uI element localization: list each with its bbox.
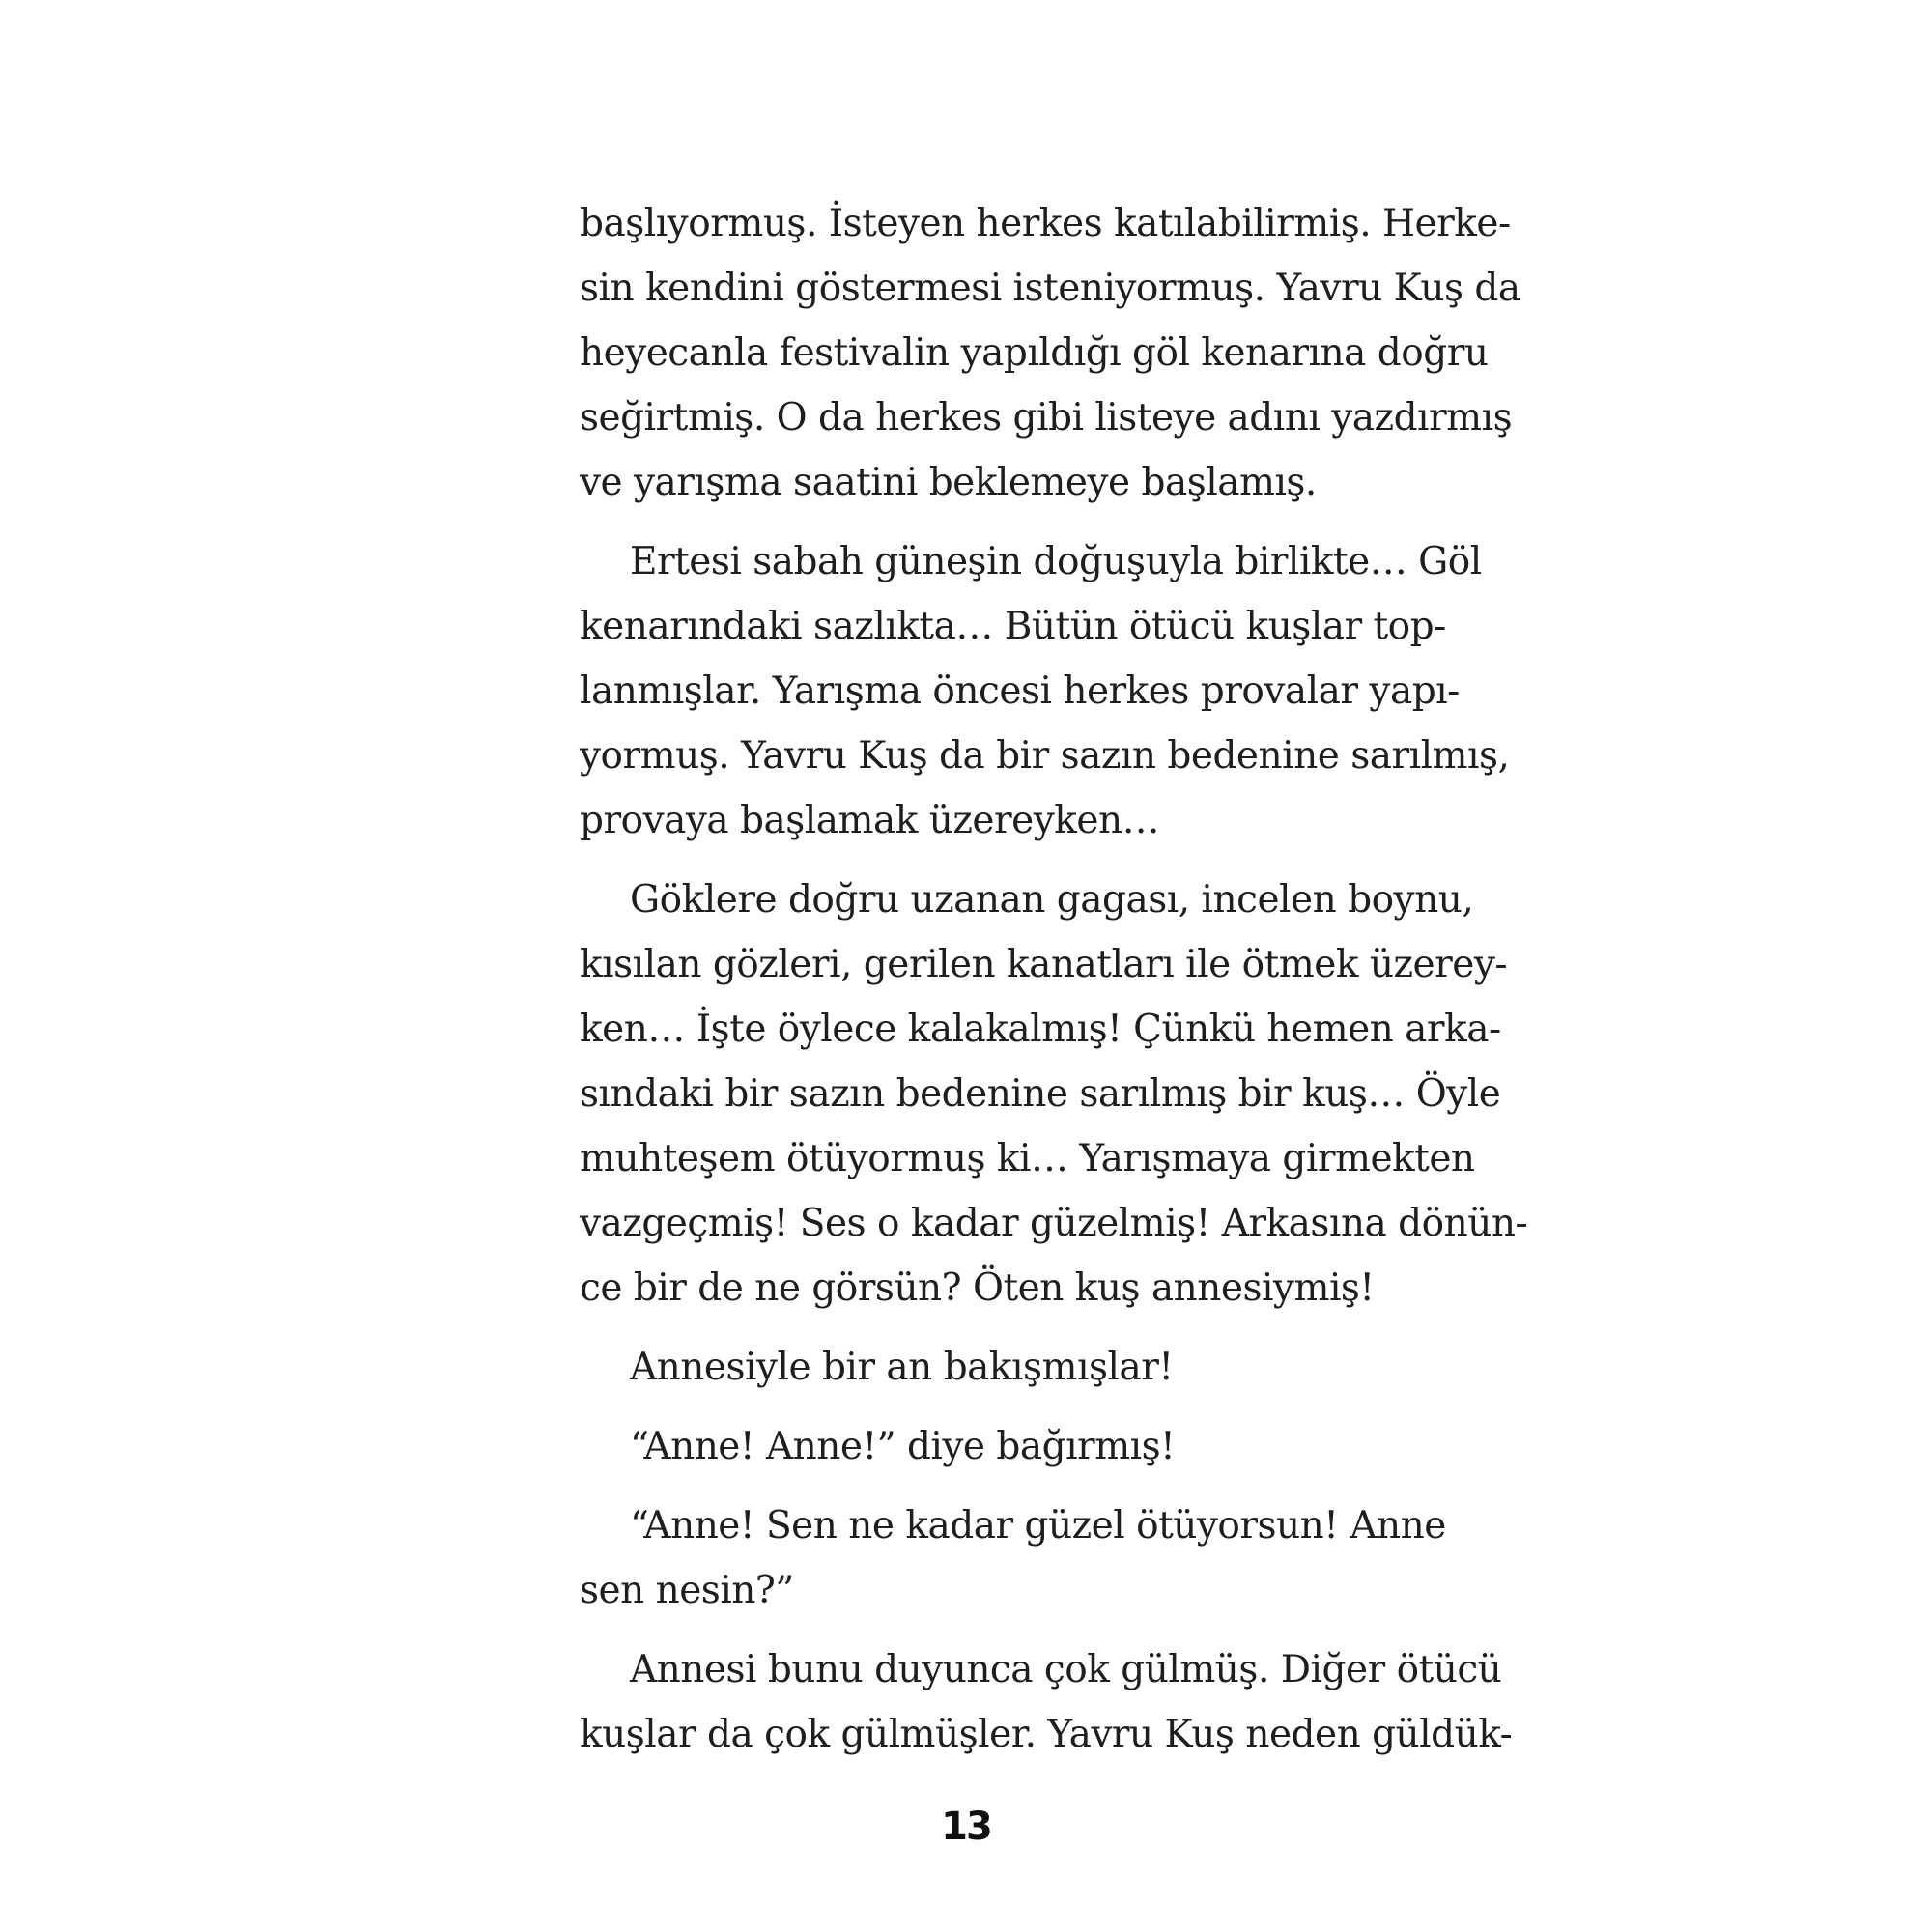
paragraph-4: [580, 1335, 1401, 1400]
paragraph-5: [580, 1414, 1401, 1479]
text-line: Annesiyle bir an bakışmışlar!: [630, 1346, 1174, 1389]
text-line: sen nesin?”: [580, 1569, 794, 1612]
text-line: ken… İşte öylece kalakalmış! Çünkü hemen arka-: [580, 1008, 1501, 1051]
text-line: ce bir de ne görsün? Öten kuş annesiymiş!: [580, 1266, 1375, 1310]
paragraph-1: [580, 191, 1520, 515]
text-line: heyecanla festivalin yapıldığı göl kenarına doğru: [580, 331, 1489, 375]
text-line: kısılan gözleri, gerilen kanatları ile ötmek üzerey-: [580, 943, 1508, 986]
paragraph-7: [580, 1637, 1513, 1767]
text-line: sındaki bir sazın bedenine sarılmış bir kuş… Öyle: [580, 1072, 1501, 1116]
text-line: sin kendini göstermesi isteniyormuş. Yavru Kuş da: [580, 267, 1520, 310]
text-line: kuşlar da çok gülmüşler. Yavru Kuş neden güldük-: [580, 1713, 1513, 1756]
text-line: vazgeçmiş! Ses o kadar güzelmiş! Arkasına dönün-: [580, 1202, 1528, 1245]
text-line: yormuş. Yavru Kuş da bir sazın bedenine sarılmış,: [580, 734, 1510, 778]
text-line: seğirtmiş. O da herkes gibi listeye adını yazdırmış: [580, 396, 1513, 440]
text-line: Ertesi sabah güneşin doğuşuyla birlikte… Göl: [630, 540, 1482, 583]
page-number: 13: [941, 1804, 991, 1849]
text-line: lanmışlar. Yarışma öncesi herkes provalar yapı-: [580, 669, 1460, 713]
text-line: kenarındaki sazlıkta… Bütün ötücü kuşlar top-: [580, 605, 1446, 648]
text-line: başlıyormuş. İsteyen herkes katılabilirmiş. Herke-: [580, 202, 1511, 245]
text-line: Annesi bunu duyunca çok gülmüş. Diğer ötücü: [630, 1648, 1502, 1691]
text-line: “Anne! Sen ne kadar güzel ötüyorsun! Anne: [630, 1504, 1446, 1548]
text-line: ve yarışma saatini beklemeye başlamış.: [580, 461, 1317, 504]
paragraph-2: [580, 529, 1510, 853]
body-text: [580, 191, 1528, 1781]
paragraph-6: [580, 1493, 1446, 1623]
text-line: Göklere doğru uzanan gagası, incelen boynu,: [630, 878, 1474, 922]
text-line: “Anne! Anne!” diye bağırmış!: [630, 1425, 1176, 1468]
paragraph-3: [580, 867, 1528, 1321]
text-line: provaya başlamak üzereyken…: [580, 799, 1160, 842]
text-line: muhteşem ötüyormuş ki… Yarışmaya girmekten: [580, 1137, 1475, 1180]
